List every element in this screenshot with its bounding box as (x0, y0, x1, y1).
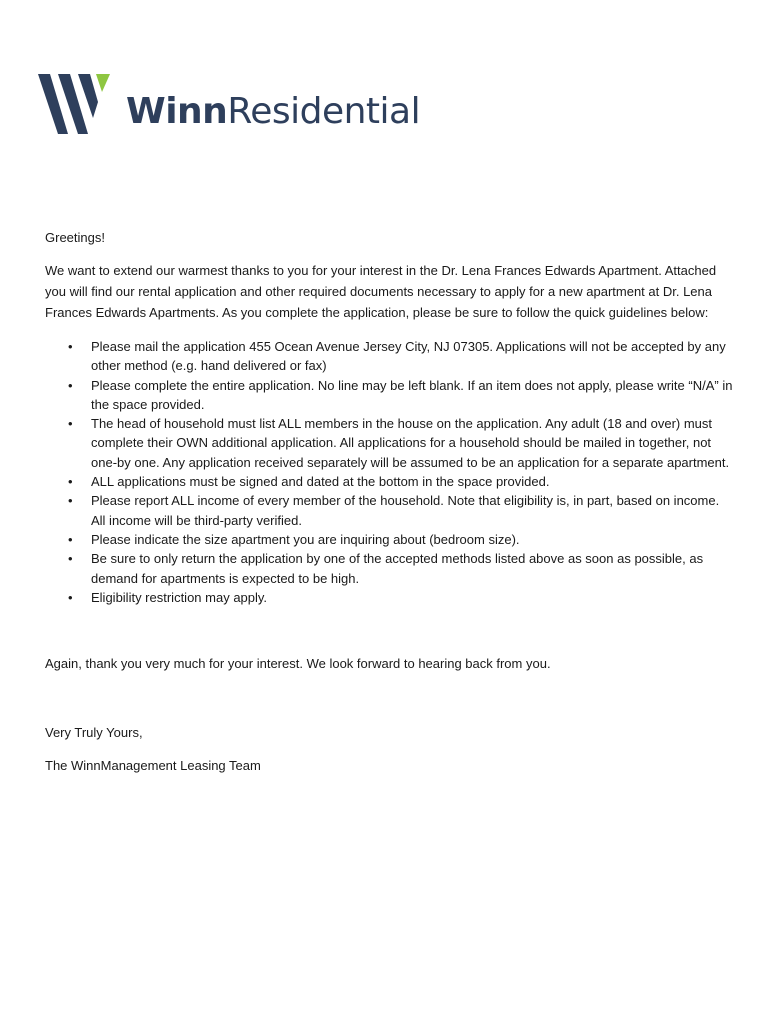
bullet-icon: • (68, 493, 73, 509)
closing-paragraph: Again, thank you very much for your interest. We look forward to hearing back from you. (45, 656, 551, 672)
logo-text-residential: Residential (227, 91, 421, 132)
winnresidential-logo (38, 74, 421, 140)
bullet-icon: • (68, 474, 73, 490)
bullet-icon: • (68, 377, 73, 393)
list-item (68, 588, 735, 607)
list-item (68, 491, 735, 530)
bullet-icon: • (68, 416, 73, 432)
guideline-text: Be sure to only return the application by one of the accepted methods listed above as soon as possible, as demand for apartments is expected to be high. (91, 551, 704, 586)
greeting: Greetings! (45, 230, 105, 245)
guideline-text: Please complete the entire application. No line may be left blank. If an item does not apply, please write “N/A” in the space provided. (91, 377, 733, 412)
list-item (68, 549, 735, 588)
list-item (68, 530, 735, 549)
intro-paragraph: We want to extend our warmest thanks to you for your interest in the Dr. Lena Frances Edwards Apartment. Attached you will find our rental application and other required documents necessary to apply for a new apartment at Dr. Lena Frances Edwards Apartments. As you complete the application, please be sure to follow the quick guidelines below: (45, 263, 717, 320)
guideline-text: Please mail the application 455 Ocean Avenue Jersey City, NJ 07305. Applications will not be accepted by any other method (e.g. hand delivered or fax) (91, 339, 726, 374)
guideline-text: Please indicate the size apartment you are inquiring about (bedroom size). (91, 531, 520, 547)
bullet-icon: • (68, 589, 73, 605)
bullet-icon: • (68, 531, 73, 547)
list-item (68, 414, 735, 472)
list-item (68, 472, 735, 491)
winn-w-logo-icon (38, 74, 114, 140)
guideline-text: ALL applications must be signed and dated at the bottom in the space provided. (91, 474, 550, 490)
guidelines-list (45, 337, 735, 607)
guideline-text: The head of household must list ALL members in the house on the application. Any adult (18 and over) must complete their OWN additional application. All applications for a household should be mailed in together, not one-by one. Any application received separately will be assumed to be an application for a separate apartment. (91, 416, 730, 470)
guideline-text: Please report ALL income of every member of the household. Note that eligibility is, in part, based on income. All income will be third-party verified. (91, 493, 720, 528)
logo-wordmark (126, 91, 421, 140)
list-item (68, 376, 735, 415)
guideline-text: Eligibility restriction may apply. (91, 589, 268, 605)
bullet-icon: • (68, 339, 73, 354)
list-item (68, 337, 735, 376)
letter-body (45, 227, 735, 776)
logo-text-winn: Winn (126, 91, 228, 132)
signature: The WinnManagement Leasing Team (45, 758, 261, 774)
valediction: Very Truly Yours, (45, 725, 143, 741)
bullet-icon: • (68, 551, 73, 567)
